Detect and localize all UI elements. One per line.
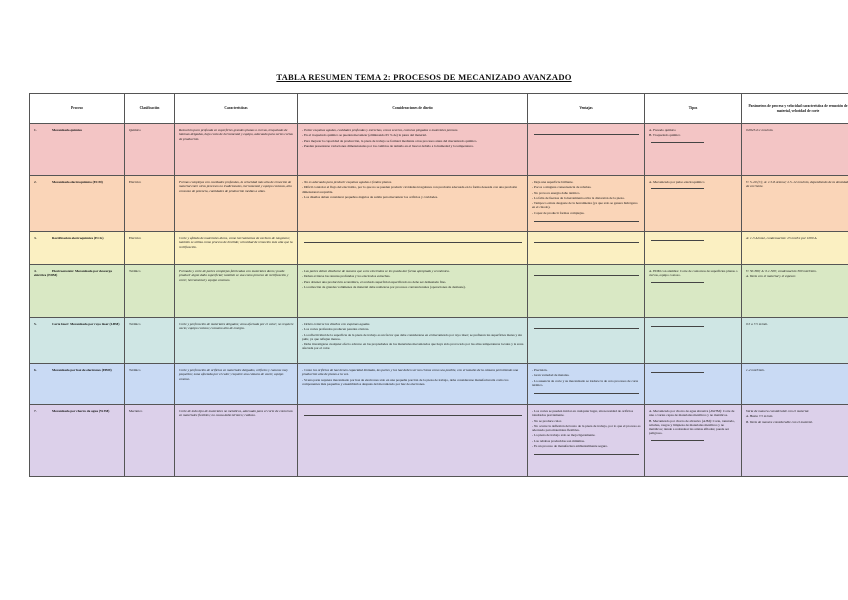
cell-line: - No es adecuado para producir esquinas agudas o fondos planos. bbox=[302, 180, 393, 184]
cell-line: Corte y afilado de materiales duros, como herramientas de carburo de tungsteno; también se utiliza como proceso de bruñido; velocidad de remoción más alta que la rectificación. bbox=[179, 236, 293, 249]
cell-line: - Los cortes profundos producen paredes cónicas. bbox=[302, 327, 370, 332]
cell-line: - Si una parte requiere mecanizado por haz de electrones sólo en una pequeña porción de la pieza de trabajo, debe considerarse manufacturarla como los componentes más pequeños y ensamblarlos después del mecanizado por haz de electrones. bbox=[302, 377, 509, 386]
cell-diseno bbox=[298, 265, 528, 318]
cell-line: A. Varía con el material y el espesor. bbox=[746, 274, 796, 279]
cell-ventajas bbox=[528, 124, 645, 176]
cell-ventajas bbox=[528, 176, 645, 232]
header-row bbox=[30, 94, 848, 124]
cell-proceso bbox=[30, 364, 125, 405]
blank-line bbox=[534, 221, 639, 222]
process-name: Mecanizado químico bbox=[52, 128, 83, 132]
table-row bbox=[30, 405, 848, 477]
cell-line: - Pocos o ninguna consecuencia de rebabas. bbox=[532, 185, 592, 190]
cell-line: - Pueden presentarse variaciones dimensionales por los cambios de tamaño en el buscar debido a la humedad y la temperatura. bbox=[302, 143, 474, 148]
cell-line: B. Troquelado químico bbox=[649, 133, 681, 138]
cell-line: Formas complejas con cavidades profundas, la velocidad más alta de remoción de material entre otros procesos no tradicionales, herramental y equipo costosos, alto consumo de potencia, cantidades de producción medias a altas. bbox=[179, 180, 292, 193]
cell-diseno bbox=[298, 232, 528, 265]
cell-parametros bbox=[742, 232, 848, 265]
blank-line bbox=[304, 242, 522, 243]
cell-line: - La ausencia de corte y su mecanizado se traduce la de cero procesos de corte térmico. bbox=[532, 378, 639, 387]
cell-line: - Es un proceso de manufactura ambientalmente seguro. bbox=[532, 444, 609, 449]
header-tipos: Tipos bbox=[645, 94, 742, 124]
blank-line bbox=[534, 134, 639, 135]
cell-line: - No se produce calor. bbox=[532, 418, 562, 423]
table-row bbox=[30, 364, 848, 405]
cell-caracteristicas bbox=[175, 405, 298, 477]
cell-ventajas bbox=[528, 318, 645, 364]
cell-clasificacion bbox=[125, 318, 175, 364]
process-name: Rectificación electroquímica (ECG) bbox=[52, 236, 104, 240]
blank-line bbox=[651, 440, 704, 441]
cell-diseno bbox=[298, 318, 528, 364]
table-row bbox=[30, 265, 848, 318]
cell-parametros bbox=[742, 176, 848, 232]
cell-proceso bbox=[30, 405, 125, 477]
table-row bbox=[30, 232, 848, 265]
cell-line: V: 5–20 (C); A: 1.5-8 A/mm2; 2.5–12 mm/min, dependiendo de la densidad de corriente. bbox=[746, 180, 848, 189]
table-row bbox=[30, 318, 848, 364]
blank-line bbox=[534, 328, 639, 329]
header-parametros: Parámetros de proceso y velocidad característica de remoción de material, velocidad de corte bbox=[742, 94, 848, 124]
cell-line: A. EDM con alambre: Corte de contornos de superficies planas o curvas, equipo costoso. bbox=[649, 269, 738, 278]
process-name: Mecanizado por chorro de agua (WJM) bbox=[52, 409, 110, 413]
cell-line: B. Mecanizado por chorro de abrasivo (AJM): Corte, ranurado, rebabas, rasgos y limpieza de materiales metálicos y no metálicos; tiende a redondear las aristas afiladas; puede ser peligroso. bbox=[649, 418, 735, 436]
cell-line: Eléctrico bbox=[129, 236, 142, 240]
cell-clasificacion bbox=[125, 405, 175, 477]
cell-line: Mecánico bbox=[129, 409, 143, 413]
cell-line: - La pieza de trabajo sólo se moja ligeramente. bbox=[532, 433, 596, 438]
cell-line: - Las rebabas producidas son mínimas. bbox=[532, 438, 585, 443]
row-number: 7. bbox=[34, 409, 37, 413]
cell-line: - Evitar esquinas agudas, cavidades profundas y estrechas, conos severos, costuras plegadas o materiales porosos. bbox=[302, 128, 459, 132]
cell-line: - Gran variedad de metales. bbox=[532, 373, 570, 378]
cell-caracteristicas bbox=[175, 124, 298, 176]
cell-line: - No provoca energía daño térmico. bbox=[532, 190, 581, 195]
cell-line: Térmico bbox=[129, 269, 141, 273]
cell-clasificacion bbox=[125, 176, 175, 232]
cell-ventajas bbox=[528, 232, 645, 265]
blank-line bbox=[534, 242, 639, 243]
row-number: 3. bbox=[34, 236, 37, 240]
cell-line: - La reflectividad de la superficie de la pieza de trabajo es un factor que debe considerarse en el mecanizado por rayo láser; se prefieren las superficies mates y sin pulir, ya que reflejan menos. bbox=[302, 332, 523, 341]
cell-parametros bbox=[742, 405, 848, 477]
cell-diseno bbox=[298, 176, 528, 232]
cell-ventajas bbox=[528, 265, 645, 318]
table-row bbox=[30, 176, 848, 232]
cell-proceso bbox=[30, 265, 125, 318]
header-ventajas: Ventajas bbox=[528, 94, 645, 124]
cell-tipos bbox=[645, 176, 742, 232]
cell-parametros bbox=[742, 265, 848, 318]
cell-line: - La falta de fuerzas de la herramienta evita la distorsión de la pieza. bbox=[532, 195, 625, 200]
cell-line: - Difícil controlar el flujo del electrolito, por lo que no se pueden producir cavidades irregulares con precisión adecuada en la forma deseada con una precisión dimensional aceptable. bbox=[302, 185, 518, 194]
cell-proceso bbox=[30, 124, 125, 176]
process-name: Corte láser: Mecanizado por rayo láser (LBM) bbox=[52, 322, 120, 326]
cell-caracteristicas bbox=[175, 176, 298, 232]
summary-table bbox=[29, 93, 848, 477]
cell-line: 1-2 mm3/min. bbox=[746, 368, 765, 372]
cell-line: 0.0025-0.1 mm/min. bbox=[746, 128, 774, 132]
cell-line: - Las partes deben diseñarse de manera que a los electrodos se les pueda dar forma apropiada y económica. bbox=[302, 269, 450, 273]
cell-line: A. Hasta 7.5 m/min. bbox=[746, 414, 774, 419]
cell-ventajas bbox=[528, 405, 645, 477]
cell-line: - Deben evitarse las ranuras profundas y los electrodos estrechas. bbox=[302, 274, 391, 279]
blank-line bbox=[651, 142, 704, 143]
cell-caracteristicas bbox=[175, 364, 298, 405]
cell-line: Corte y perforación de orificios en materiales delgados, orificios y ranuras muy pequeños; zona afectada por el calor; requiere una cámara de vacío; equipo costoso. bbox=[179, 368, 288, 381]
cell-line: Térmico bbox=[129, 368, 141, 372]
cell-line: - Precisión. bbox=[532, 368, 548, 372]
cell-line: - Debe investigarse cualquier efecto adverso en las propiedades de los materiales mecanizados que haya sido provocado por las altas temperaturas locales y la zona afectada por el calor. bbox=[302, 342, 524, 351]
cell-line: - Tampoco existe desgaste de la herramienta (ya que sólo se genera hidrógeno en el cátodo). bbox=[532, 201, 638, 210]
blank-line bbox=[534, 275, 639, 276]
cell-line: Corte de todo tipo de materiales no metálicos, adecuado para el corte de contornos en materiales flexibles; no causa daño térmico; ruidoso. bbox=[179, 409, 293, 418]
cell-line: 0.5 a 7.5 m/min. bbox=[746, 322, 769, 326]
cell-line: Químico bbox=[129, 128, 141, 132]
cell-caracteristicas bbox=[175, 265, 298, 318]
cell-diseno bbox=[298, 124, 528, 176]
process-name: Mecanizado por haz de electrones (EBM) bbox=[52, 368, 112, 372]
cell-diseno bbox=[298, 405, 528, 477]
header-proceso: Proceso bbox=[30, 94, 125, 124]
cell-clasificacion bbox=[125, 232, 175, 265]
blank-line bbox=[651, 326, 704, 327]
cell-line: Formado y corte de partes complejas fabricadas con materiales duros; puede producir algún daño superficial; también se usa como proceso de rectificación y corte; herramental y equipo costosos. bbox=[179, 269, 289, 282]
blank-line bbox=[304, 415, 522, 416]
cell-tipos bbox=[645, 232, 742, 265]
cell-line: - En el troquelado químico se pueden mecanizar (eliminando 65 % de) la pieza del material. bbox=[302, 133, 427, 138]
blank-line bbox=[534, 393, 639, 394]
cell-ventajas bbox=[528, 364, 645, 405]
blank-line bbox=[651, 188, 704, 189]
cell-clasificacion bbox=[125, 124, 175, 176]
cell-line: - Deja una superficie brillante. bbox=[532, 180, 574, 184]
header-clasificacion: Clasificación bbox=[125, 94, 175, 124]
cell-line: A. Mecanizado por pulso electroquímico bbox=[649, 180, 705, 184]
process-name: Mecanizado electroquímico (ECM) bbox=[52, 180, 103, 184]
cell-line: - Para obtener una producción económica, el acabado superficial especificado no debe ser demasiado fino. bbox=[302, 279, 447, 284]
row-number: 6. bbox=[34, 368, 37, 372]
cell-proceso bbox=[30, 176, 125, 232]
row-number: 4. bbox=[34, 269, 37, 273]
page-title: TABLA RESUMEN TEMA 2: PROCESOS DE MECANIZADO AVANZADO bbox=[276, 72, 572, 82]
process-name: Electroerosión: Mecanizado por descarga eléctrica (EDM) bbox=[34, 269, 112, 278]
blank-line bbox=[651, 372, 704, 373]
cell-line: - Los diseños deben considerar pequeños ángulos de salida para mecanizar los orificios y cavidades. bbox=[302, 194, 438, 199]
row-number: 2. bbox=[34, 180, 37, 184]
cell-parametros bbox=[742, 364, 848, 405]
header-caracteristicas: Características bbox=[175, 94, 298, 124]
cell-line: - Como los orificios de haz tienen capacidad limitada, las partes y los haz deben ser tan chicas como sea posible, con el tamaño de la cámara permitiendo una producción alta de piezas a la vez. bbox=[302, 368, 519, 377]
blank-line bbox=[651, 240, 704, 241]
table-row bbox=[30, 124, 848, 176]
cell-tipos bbox=[645, 318, 742, 364]
cell-parametros bbox=[742, 318, 848, 364]
cell-line: - Los cortes se pueden iniciar en cualquier lugar, sin necesidad de orificios taladrados previamente. bbox=[532, 409, 634, 418]
cell-tipos bbox=[645, 265, 742, 318]
cell-proceso bbox=[30, 318, 125, 364]
cell-line: - Para mejorar la capacidad de producción, la pieza de trabajo se formará mediante otros procesos antes del mecanizado químico. bbox=[302, 138, 478, 143]
cell-line: - Capaz de producir formas complejas. bbox=[532, 210, 585, 215]
cell-line: Remoción poco profunda en superficies grandes planas o curvas, troquelado de láminas delgadas, bajo costo de herramental y equipo, adecuado para series cortas de producción. bbox=[179, 128, 293, 141]
blank-line bbox=[534, 454, 639, 455]
cell-line: A. Mecanizado por chorro de agua abrasiva (AWJM): Corte de una o varias capas de materiales metálicos y no metálicos. bbox=[649, 409, 735, 418]
cell-line: Térmico bbox=[129, 322, 141, 326]
cell-proceso bbox=[30, 232, 125, 265]
cell-clasificacion bbox=[125, 364, 175, 405]
cell-line: Corte y perforación de materiales delgados; zona afectada por el calor; no requiere vacío; equipo costoso; consumo alto de energía. bbox=[179, 322, 294, 331]
cell-diseno bbox=[298, 364, 528, 405]
cell-line: Varía de manera considerable con el material. bbox=[746, 409, 810, 413]
cell-parametros bbox=[742, 124, 848, 176]
cell-tipos bbox=[645, 124, 742, 176]
cell-line: - Deben evitarse los diseños con esquinas agudas. bbox=[302, 322, 371, 326]
cell-caracteristicas bbox=[175, 318, 298, 364]
row-number: 5. bbox=[34, 322, 37, 326]
cell-line: - No ocurre la deflexión del resto de la pieza de trabajo, por lo que el proceso es adecuado para materiales flexibles. bbox=[532, 423, 641, 433]
cell-line: Eléctrico bbox=[129, 180, 142, 184]
cell-line: V: 50-380; A: 0.1-500; condensación 300 mm3/min. bbox=[746, 269, 817, 273]
row-number: 1. bbox=[34, 128, 37, 132]
cell-line: - La remoción de grandes volúmenes de material debe realizarse por procesos convencionales (operaciones de desbaste). bbox=[302, 284, 466, 289]
header-diseno: Consideraciones de diseño bbox=[298, 94, 528, 124]
cell-tipos bbox=[645, 364, 742, 405]
cell-line: B. Varía de manera considerable con el material. bbox=[746, 419, 813, 424]
cell-line: A. Fresado químico bbox=[649, 128, 676, 132]
cell-caracteristicas bbox=[175, 232, 298, 265]
cell-tipos bbox=[645, 405, 742, 477]
cell-clasificacion bbox=[125, 265, 175, 318]
cell-line: A: 1-3 A/mm2, condensación: 25 mm3/s por 1000 A. bbox=[746, 236, 818, 240]
blank-line bbox=[651, 282, 704, 283]
